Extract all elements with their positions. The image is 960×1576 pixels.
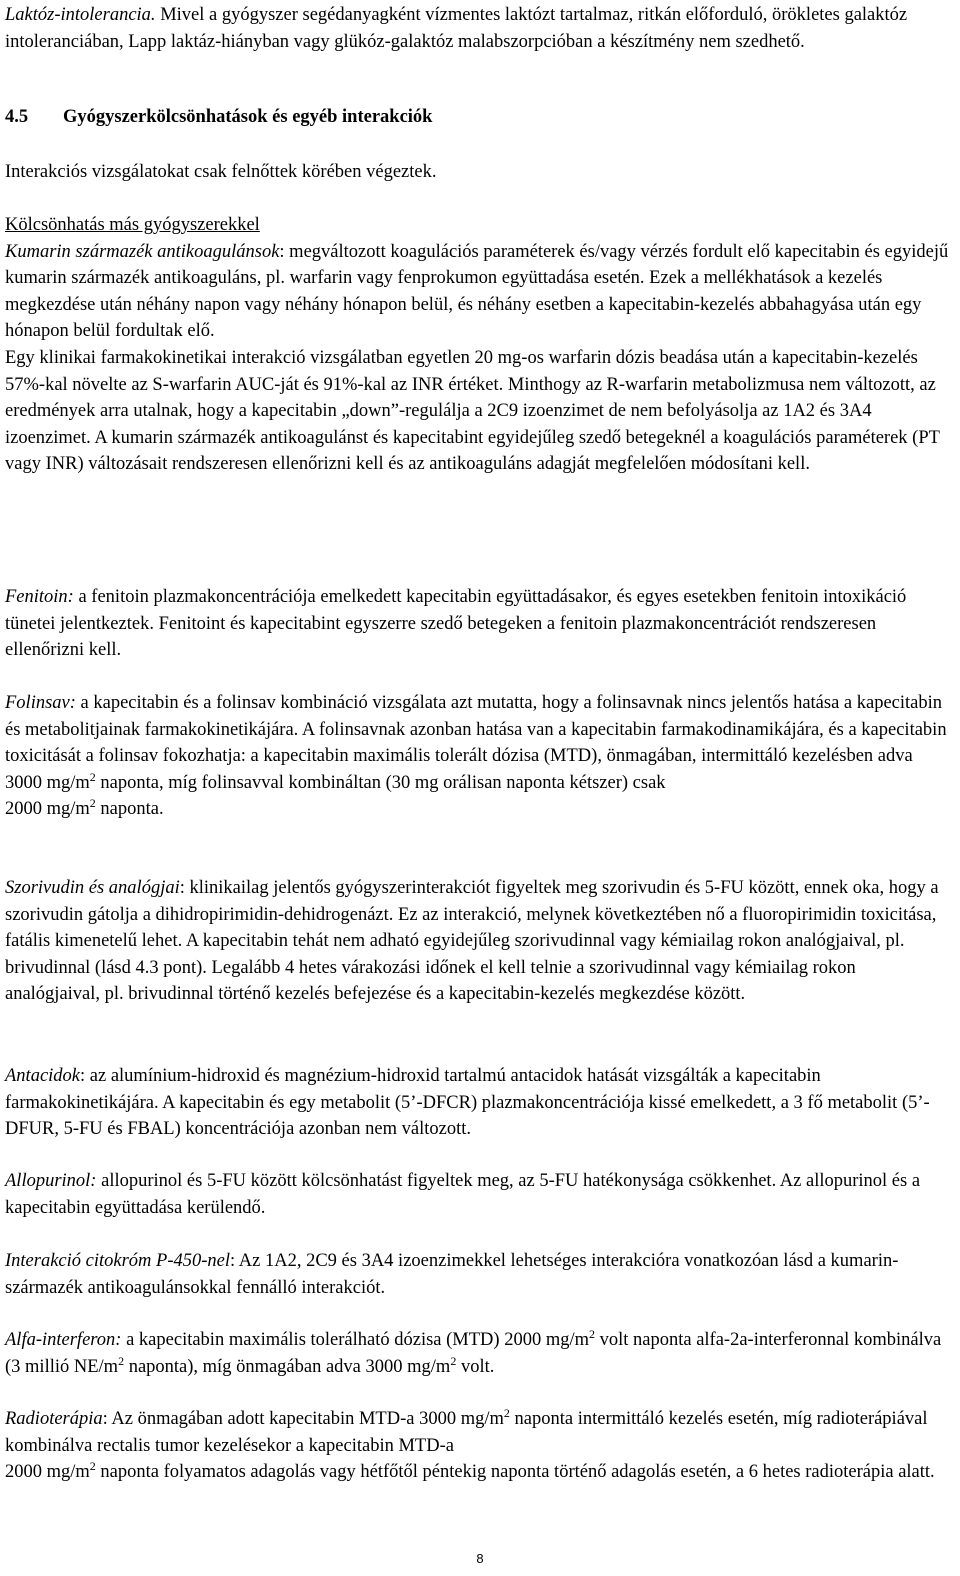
dose-text: 2000 mg/m	[5, 799, 90, 820]
section-title: Gyógyszerkölcsönhatások és egyéb interakciók	[63, 107, 433, 127]
paragraph-kumarin	[5, 212, 955, 478]
term-folinsav: Folinsav:	[5, 693, 76, 713]
paragraph-radioterapia	[5, 1406, 955, 1486]
term-allopurinol: Allopurinol:	[5, 1171, 97, 1191]
superscript: 2	[89, 1459, 96, 1474]
paragraph-citokrom	[5, 1248, 955, 1301]
text-antacidok: : az alumínium-hidroxid és magnézium-hidroxid tartalmú antacidok hatását vizsgálták a kapecitabin farmakokinetikájára. A kapecitabin és egy metabolit (5’-DFCR) plazmakoncentrációja kissé emelkedett, a 3 fő metabolit (5’-DFUR, 5-FU és FBAL) koncentrációja azonban nem változott.	[5, 1066, 930, 1140]
term-lactose: Laktóz-intolerancia.	[5, 5, 156, 25]
superscript: 2	[89, 796, 96, 811]
radio-text: : Az önmagában adott kapecitabin MTD-a 3000 mg/m	[102, 1409, 504, 1429]
paragraph-folinsav	[5, 690, 955, 823]
dose-text: 3000 mg/m	[5, 772, 90, 793]
alfa-text: a kapecitabin maximális tolerálható dózisa (MTD) 2000 mg/m	[121, 1330, 589, 1350]
radio-text: naponta folyamatos adagolás vagy hétfőtől péntekig naponta történő adagolás esetén, a 6 hetes radioterápia alatt.	[95, 1462, 935, 1483]
dose-text: naponta.	[95, 799, 164, 820]
alfa-text: naponta), míg önmagában adva 3000 mg/m	[124, 1356, 451, 1377]
alfa-text: volt.	[456, 1356, 495, 1377]
text-folinsav: a kapecitabin és a folinsav kombináció vizsgálata azt mutatta, hogy a folinsavnak nincs jelentős hatása a kapecitabin és metabolitjainak farmakokinetikájára. A folinsavnak azonban hatása van a kapecitabin farmakodinamikájára, és a kapecitabin toxicitását a folinsav fokozhatja: a kapecitabin maximális tolerált dózisa (MTD), önmagában, intermittáló kezelésben adva	[5, 693, 947, 767]
superscript: 2	[89, 769, 96, 784]
term-fenitoin: Fenitoin:	[5, 587, 74, 607]
paragraph-allopurinol	[5, 1168, 955, 1221]
superscript: 2	[118, 1353, 125, 1368]
superscript: 2	[503, 1406, 510, 1420]
paragraph-alfa-interferon	[5, 1327, 955, 1380]
term-szorivudin: Szorivudin és analógjai	[5, 878, 180, 898]
paragraph-antacidok	[5, 1063, 955, 1143]
section-number: 4.5	[5, 107, 29, 127]
term-citokrom: Interakció citokróm P-450-nel	[5, 1251, 231, 1271]
term-kumarin: Kumarin származék antikoagulánsok	[5, 241, 280, 262]
radio-text: 2000 mg/m	[5, 1462, 90, 1483]
term-antacidok: Antacidok	[5, 1066, 81, 1086]
text-citokrom: : Az 1A2, 2C9 és 3A4 izoenzimekkel lehetséges interakcióra vonatkozóan lásd a kumarin-származék antikoagulánsokkal fennálló interakciót.	[5, 1251, 899, 1298]
superscript: 2	[588, 1327, 595, 1341]
paragraph-lactose-intolerance	[5, 2, 955, 55]
text-kumarin-warfarin: Egy klinikai farmakokinetikai interakció vizsgálatban egyetlen 20 mg-os warfarin dózis beadása után a kapecitabin-kezelés 57%-kal növelte az S-warfarin AUC-ját és 91%-kal az INR értéket. Minthogy az R-warfarin metabolizmusa nem változott, az eredmények arra utalnak, hogy a kapecitabin „down”-regulálja a 2C9 izoenzimet de nem befolyásolja az 1A2 és 3A4 izoenzimet. A kumarin származék antikoagulánst és kapecitabint egyidejűleg szedő betegeknél a koagulációs paraméterek (PT vagy INR) változásait rendszeresen ellenőrizni kell és az antikoaguláns adagját megfelelően módosítani kell.	[5, 347, 940, 475]
dose-text: naponta, míg folinsavval kombináltan (30 mg orálisan naponta kétszer) csak	[95, 772, 666, 793]
text-allopurinol: allopurinol és 5-FU között kölcsönhatást figyeltek meg, az 5-FU hatékonysága csökkenhet. Az allopurinol és a kapecitabin együttadása kerülendő.	[5, 1171, 921, 1218]
superscript: 2	[450, 1353, 457, 1368]
radio-text: naponta intermittáló kezelés esetén, míg radioterápiával kombinálva rectalis tumor kezelésekor a kapecitabin MTD-a	[5, 1409, 928, 1456]
paragraph-szorivudin	[5, 875, 955, 1008]
alfa-text: volt naponta alfa-2a-interferonnal kombinálva (3 millió NE/m	[5, 1330, 942, 1377]
text-kumarin: : megváltozott koagulációs paraméterek és/vagy vérzés fordult elő kapecitabin és egyidejű kumarin származék antikoaguláns, pl. warfarin vagy fenprokumon együttadása esetén. Ezek a mellékhatások a kezelés megkezdése után néhány napon vagy néhány hónapon belül, és néhány esetben a kapecitabin-kezelés abbahagyása után egy hónapon belül fordultak elő.	[5, 241, 949, 342]
term-alfa-interferon: Alfa-interferon:	[5, 1330, 122, 1350]
text-szorivudin: : klinikailag jelentős gyógyszerinterakciót figyeltek meg szorivudin és 5-FU között, ennek oka, hogy a szorivudin gátolja a dihidropirimidin-dehidrogenázt. Ez az interakció, melynek következtében nő a fluoropirimidin toxicitása, fatális kimenetelű lehet. A kapecitabin tehát nem adható egyidejűleg szorivudinnal vagy kémiailag rokon analógjaival, pl. brivudinnal (lásd 4.3 pont). Legalább 4 hetes várakozási időnek el kell telnie a szorivudinnal vagy kémiailag rokon analógjaival, pl. brivudinnal történő kezelés befejezése és a kapecitabin-kezelés megkezdése között.	[5, 878, 939, 1005]
paragraph-intro: Interakciós vizsgálatokat csak felnőttek körében végeztek.	[5, 162, 437, 182]
text-lactose: Mivel a gyógyszer segédanyagként vízmentes laktózt tartalmaz, ritkán előforduló, örökletes galaktóz intoleranciában, Lapp laktáz-hiányban vagy glükóz-galaktóz malabszorpcióban a készítmény nem szedhető.	[5, 5, 908, 52]
section-heading	[5, 107, 432, 128]
subheading-interactions: Kölcsönhatás más gyógyszerekkel	[5, 215, 260, 235]
page-number: 8	[476, 1551, 484, 1566]
text-fenitoin: a fenitoin plazmakoncentrációja emelkedett kapecitabin együttadásakor, és egyes esetekben fenitoin intoxikáció tünetei jelentkeztek. Fenitoint és kapecitabint egyszerre szedő betegeken a fenitoin plazmakoncentrációt rendszeresen ellenőrizni kell.	[5, 587, 907, 661]
term-radioterapia: Radioterápia	[5, 1409, 103, 1429]
paragraph-fenitoin	[5, 584, 955, 664]
